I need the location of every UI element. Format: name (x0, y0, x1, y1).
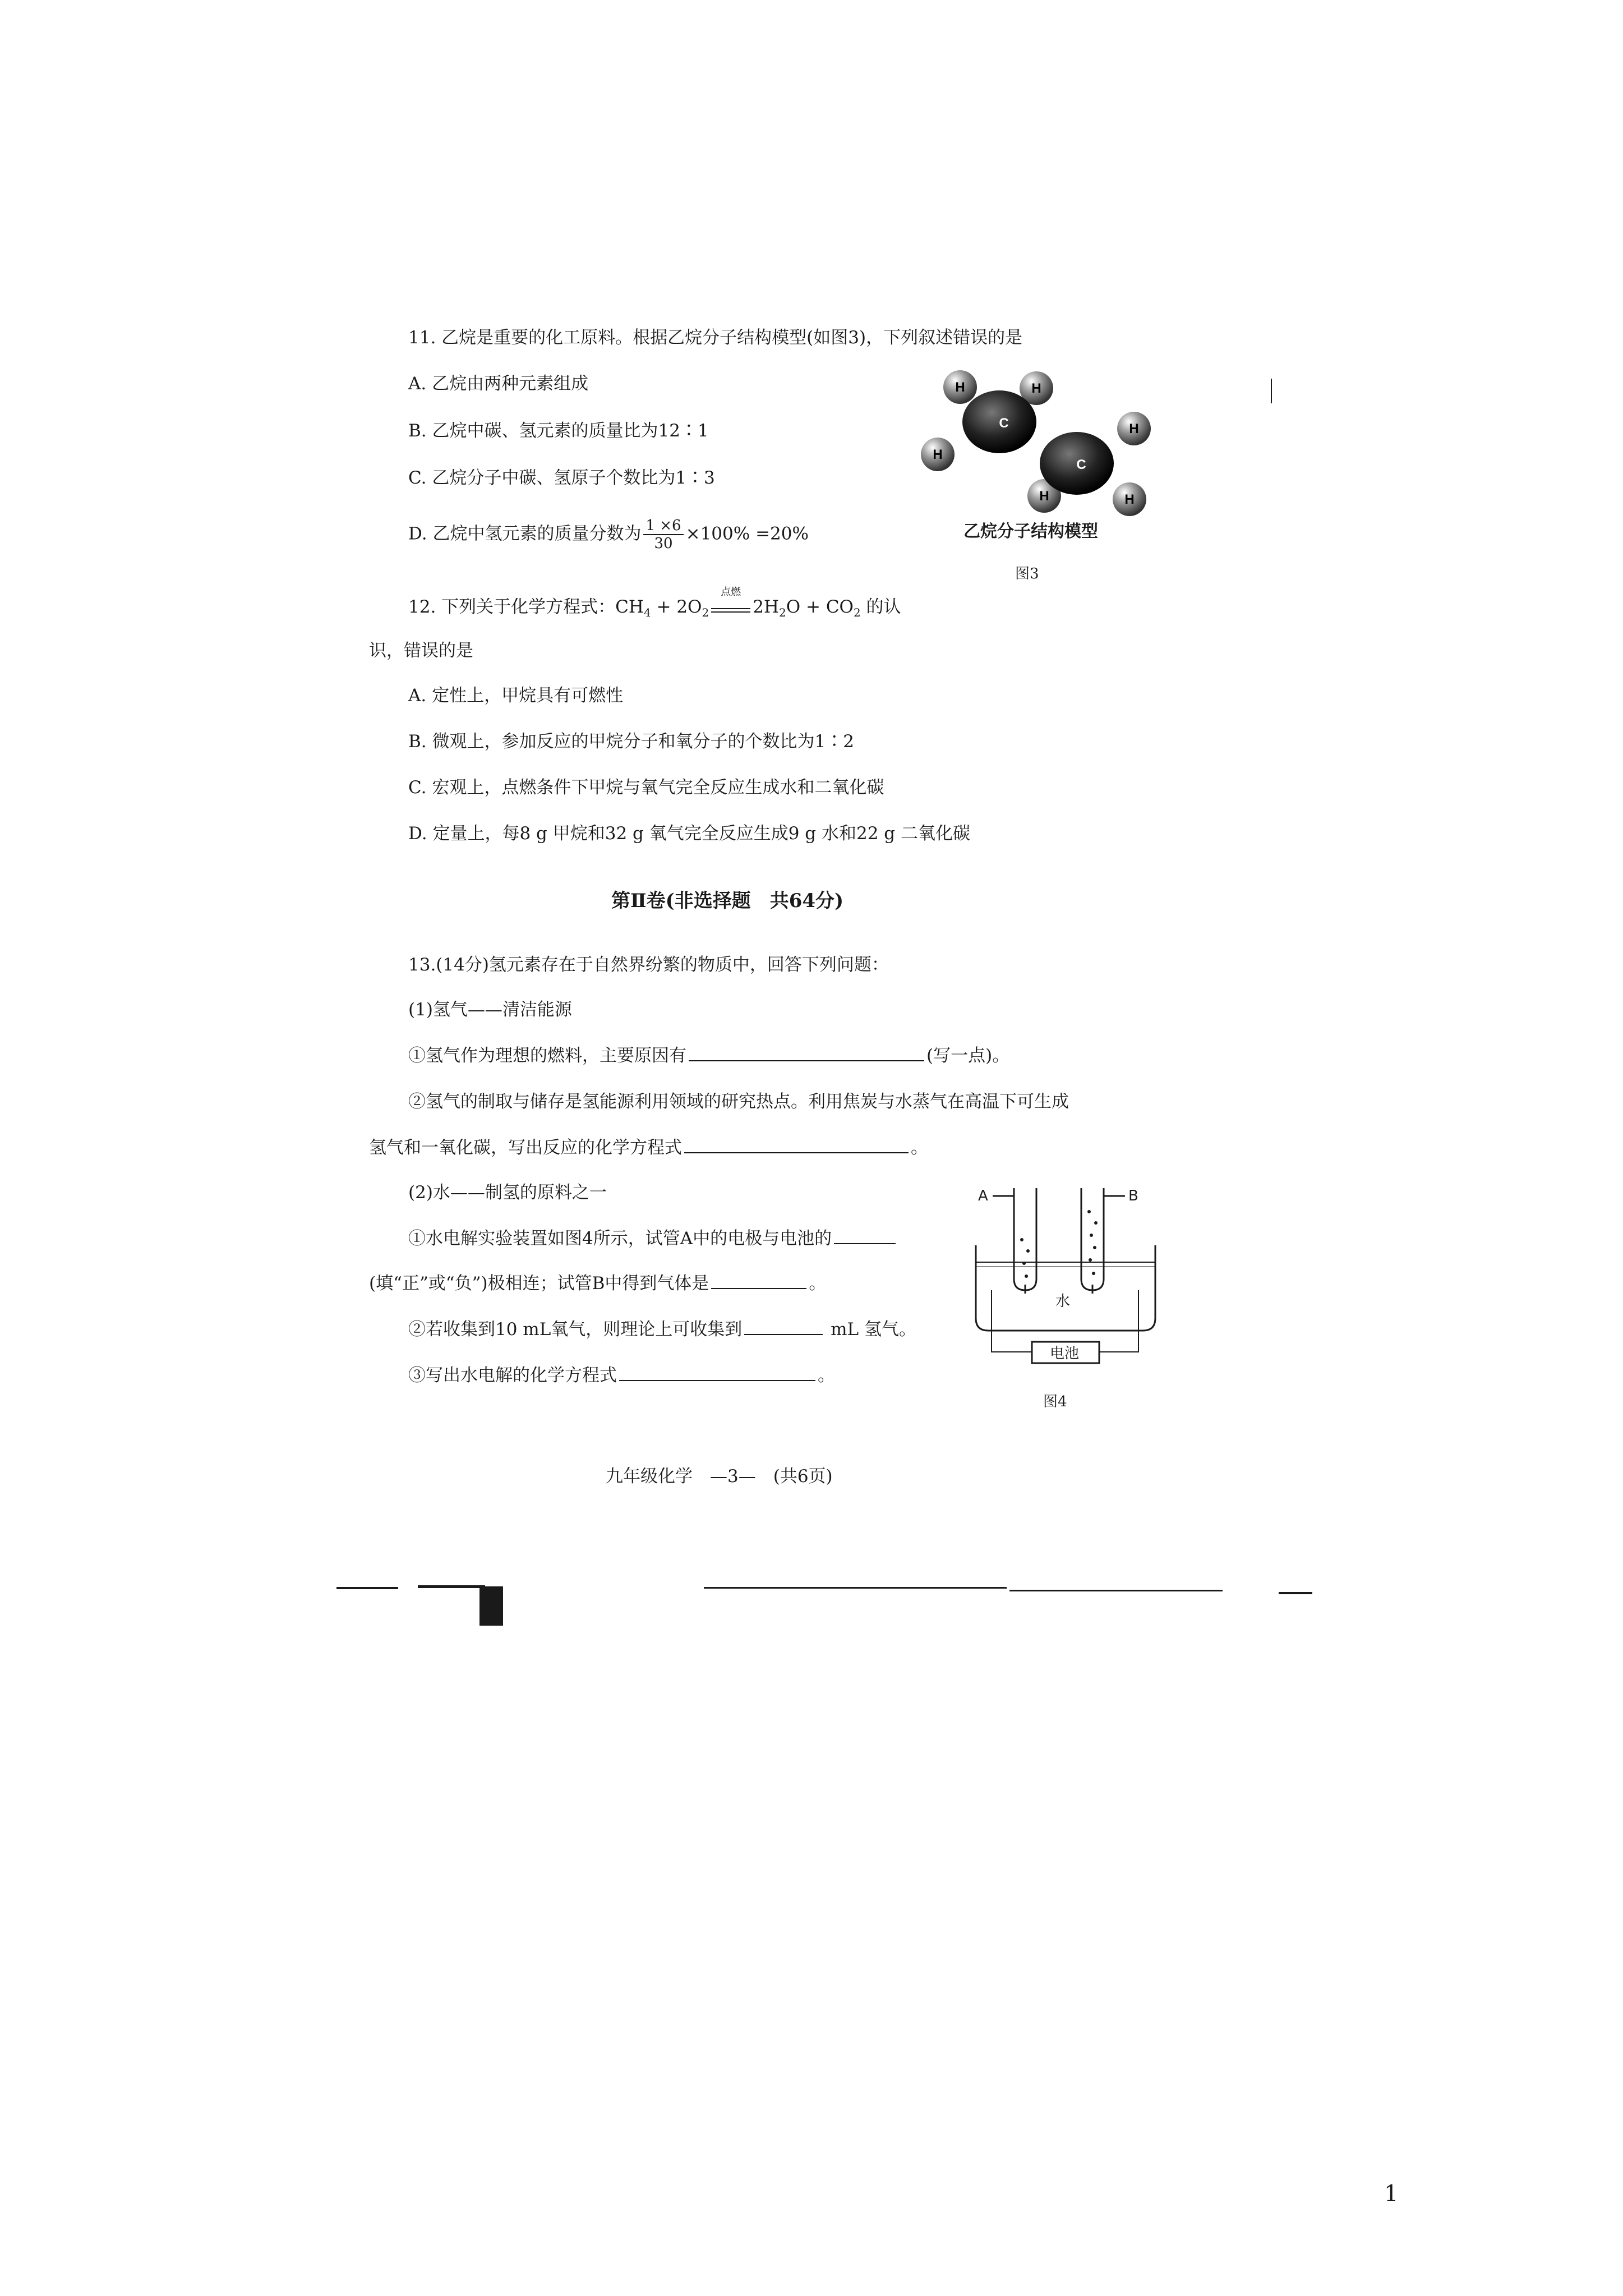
q13-part1-2-line1: ②氢气的制取与储存是氢能源利用领域的研究热点。利用焦炭与水蒸气在高温下可生成 (408, 1092, 1069, 1112)
test-tube-b (1081, 1188, 1104, 1290)
subscript: 2 (702, 606, 709, 620)
subscript: 4 (643, 606, 651, 620)
atom-label: H (1039, 489, 1049, 504)
q11-fraction-denominator: 30 (654, 535, 673, 552)
page-number: 1 (1384, 2181, 1399, 2207)
q12-stem-suffix: 的认 (860, 597, 901, 617)
water-trough (976, 1245, 1155, 1331)
wire (1099, 1290, 1138, 1352)
q11-option-c: C. 乙烷分子中碳、氢原子个数比为1∶3 (408, 468, 715, 488)
scan-artifact-block (479, 1586, 503, 1626)
q13-part1-title: (1)氢气——清洁能源 (408, 1000, 572, 1020)
q11-option-d-suffix: ×100% =20% (685, 523, 809, 544)
atom-label: C (1076, 457, 1086, 472)
equals-sign (711, 608, 750, 613)
q13-part2-title: (2)水——制氢的原料之一 (408, 1182, 607, 1203)
q13-part1-1 (408, 1045, 1009, 1067)
scan-artifact-line (336, 1587, 398, 1589)
atom-label: H (1129, 421, 1139, 436)
q13-part1-1-text: ①氢气作为理想的燃料，主要原因有 (408, 1046, 686, 1066)
q13-stem: 13.(14分)氢元素存在于自然界纷繁的物质中，回答下列问题： (408, 955, 889, 975)
period: 。 (809, 1273, 827, 1294)
q13-part2-1-line2 (369, 1272, 826, 1295)
subscript: 2 (778, 606, 786, 620)
q12-stem (408, 586, 901, 624)
q11-option-b: B. 乙烷中碳、氢元素的质量比为12∶1 (408, 421, 709, 441)
q12-product: O + CO (786, 597, 854, 617)
tube-label-a: A (978, 1188, 988, 1204)
q13-part1-1-suffix: (写一点)。 (926, 1046, 1010, 1066)
battery-label: 电池 (1050, 1345, 1080, 1362)
answer-blank[interactable] (834, 1227, 896, 1244)
q11-option-d-prefix: D. 乙烷中氢元素的质量分数为 (408, 523, 642, 544)
atom-label: H (1031, 381, 1041, 396)
page-footer: 九年级化学 —3— (共6页) (606, 1466, 833, 1487)
section-title: 第Ⅱ卷(非选择题 共64分) (611, 890, 844, 912)
figure3-caption: 图3 (1015, 565, 1039, 582)
answer-blank[interactable] (744, 1318, 823, 1335)
q13-part2-1-text2: (填“正”或“负”)极相连；试管B中得到气体是 (369, 1273, 709, 1294)
q12-reactant: + 2O (651, 597, 702, 617)
test-tube-a (1014, 1188, 1036, 1290)
atom-label: H (933, 447, 943, 462)
q13-part2-3-text: ③写出水电解的化学方程式 (408, 1365, 617, 1386)
answer-blank[interactable] (711, 1272, 806, 1289)
q13-part2-1-line1 (408, 1227, 898, 1250)
water-label: 水 (1055, 1293, 1071, 1310)
reaction-condition (711, 586, 750, 613)
q13-part1-2-line2 (369, 1137, 928, 1159)
q13-part2-1-text: ①水电解实验装置如图4所示，试管A中的电极与电池的 (408, 1228, 832, 1249)
scan-artifact-mark (1271, 379, 1272, 403)
period: 。 (818, 1365, 835, 1386)
figure4-caption: 图4 (1043, 1393, 1067, 1410)
scan-artifact-line (704, 1587, 1007, 1589)
subscript: 2 (853, 606, 861, 620)
q12-product: 2H (753, 597, 779, 617)
q12-option-d: D. 定量上，每8 g 甲烷和32 g 氧气完全反应生成9 g 水和22 g 二氧化碳 (408, 823, 971, 844)
condition-label: 点燃 (721, 586, 741, 598)
q13-part2-2-text: ②若收集到10 mL氧气，则理论上可收集到 (408, 1319, 743, 1340)
period: 。 (911, 1138, 928, 1158)
answer-blank[interactable] (619, 1364, 815, 1381)
scan-artifact-line (418, 1585, 485, 1588)
q13-part1-2-text: 氢气和一氧化碳，写出反应的化学方程式 (369, 1138, 682, 1158)
q13-part2-2 (408, 1318, 916, 1341)
ethane-model-figure (914, 359, 1166, 544)
scan-artifact-line (1279, 1592, 1312, 1594)
q11-option-a: A. 乙烷由两种元素组成 (408, 374, 589, 394)
q12-stem-line2: 识，错误的是 (369, 641, 473, 661)
atom-label: H (1124, 492, 1135, 507)
answer-blank[interactable] (689, 1045, 924, 1061)
tube-label-b: B (1128, 1188, 1138, 1204)
q11-fraction-numerator: 1 ×6 (643, 517, 683, 535)
q12-option-a: A. 定性上，甲烷具有可燃性 (408, 685, 624, 706)
q11-option-d (408, 517, 809, 552)
atom-label: C (999, 416, 1009, 431)
q12-option-b: B. 微观上，参加反应的甲烷分子和氧分子的个数比为1∶2 (408, 731, 854, 752)
scan-artifact-line (1009, 1590, 1223, 1591)
q11-fraction (643, 517, 683, 552)
q12-stem-prefix: 12. 下列关于化学方程式：CH (408, 597, 644, 617)
q12-option-c: C. 宏观上，点燃条件下甲烷与氧气完全反应生成水和二氧化碳 (408, 777, 884, 798)
gas-bubbles (1020, 1210, 1098, 1278)
q11-stem: 11. 乙烷是重要的化工原料。根据乙烷分子结构模型(如图3)，下列叙述错误的是 (408, 328, 1023, 348)
atom-label: H (955, 380, 965, 395)
wire (992, 1290, 1032, 1352)
q13-part2-3 (408, 1364, 835, 1387)
electrolysis-apparatus-figure (953, 1172, 1178, 1374)
q13-part2-2-suffix: mL 氢气。 (825, 1319, 916, 1340)
answer-blank[interactable] (684, 1137, 909, 1153)
figure3-title: 乙烷分子结构模型 (963, 522, 1098, 541)
